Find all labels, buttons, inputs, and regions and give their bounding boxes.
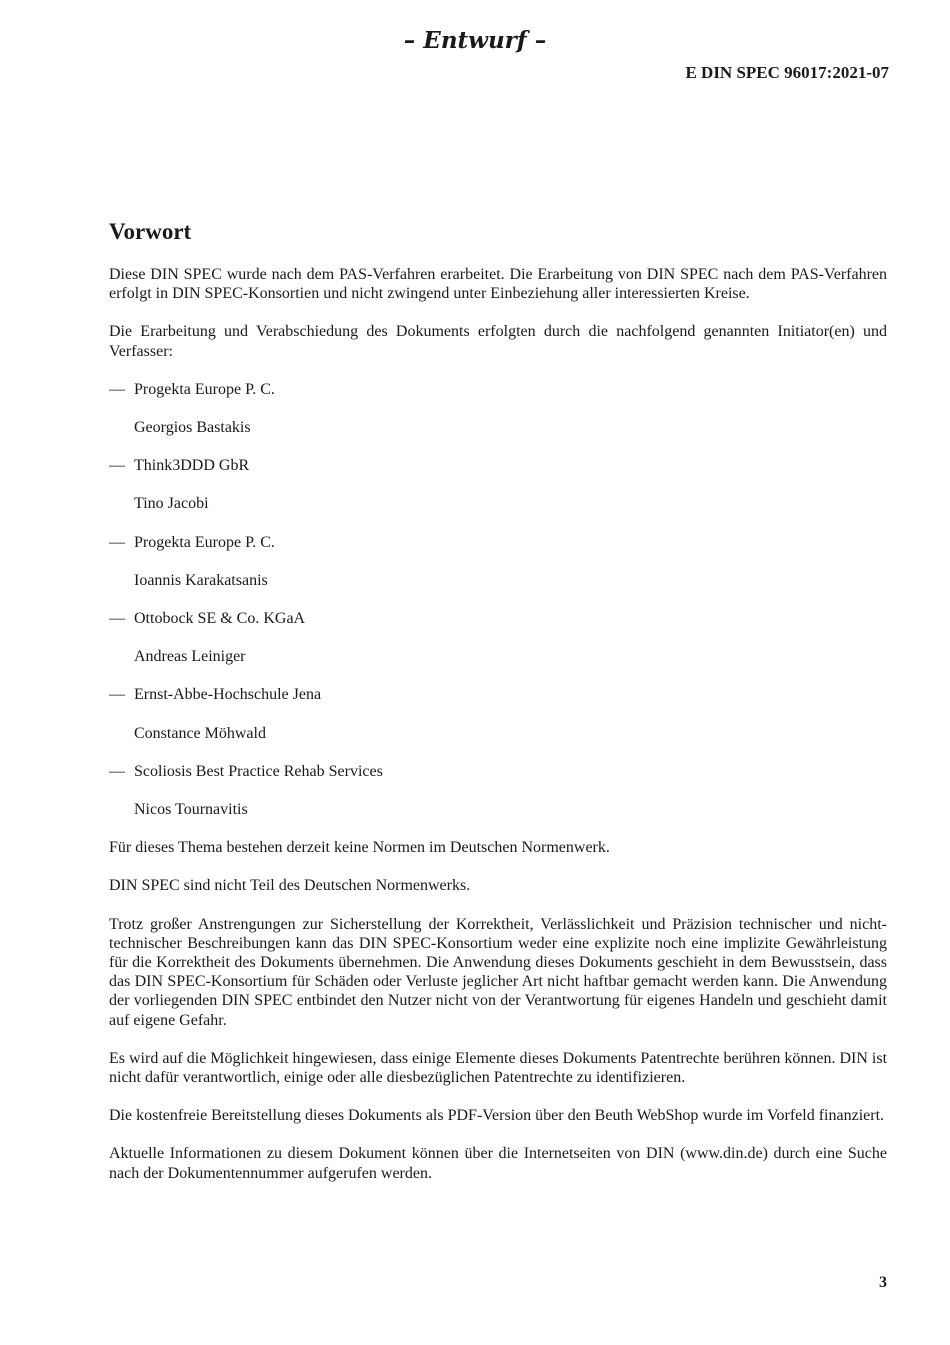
list-dash: — <box>109 762 125 780</box>
list-item <box>109 533 887 590</box>
body-paragraph: Es wird auf die Möglichkeit hingewiesen, dass einige Elemente dieses Dokuments Patentrechte berühren können. DIN ist nicht dafür verantwortlich, einige oder alle diesbezüglichen Patentrechte zu identifizieren. <box>109 1049 888 1087</box>
document-id: E DIN SPEC 96017:2021-07 <box>685 63 889 82</box>
draft-banner: – Entwurf – <box>403 27 547 54</box>
intro-paragraph: Diese DIN SPEC wurde nach dem PAS-Verfahren erarbeitet. Die Erarbeitung von DIN SPEC nach dem PAS-Verfahren erfolgt in DIN SPEC-Konsortien und nicht zwingend unter Einbeziehung aller interessierten Kreise. <box>109 266 887 303</box>
intro-paragraph: Die Erarbeitung und Verabschiedung des Dokuments erfolgten durch die nachfolgend genannten Initiator(en) und Verfasser: <box>109 323 887 360</box>
list-item <box>109 380 887 437</box>
list-dash: — <box>109 686 125 704</box>
contributor-organization: Progekta Europe P. C. <box>134 533 275 551</box>
body-paragraph: Für dieses Thema bestehen derzeit keine Normen im Deutschen Normenwerk. <box>109 839 610 857</box>
list-dash: — <box>109 610 125 628</box>
contributor-person: Tino Jacobi <box>134 495 209 513</box>
list-dash: — <box>109 380 125 398</box>
contributor-organization: Scoliosis Best Practice Rehab Services <box>134 762 383 780</box>
contributor-organization: Progekta Europe P. C. <box>134 380 275 398</box>
list-dash: — <box>109 457 125 475</box>
list-item <box>109 456 887 513</box>
body-paragraph: DIN SPEC sind nicht Teil des Deutschen Normenwerks. <box>109 877 471 895</box>
list-item <box>109 762 887 819</box>
contributor-person: Andreas Leiniger <box>134 648 246 666</box>
body-paragraph: Aktuelle Informationen zu diesem Dokument können über die Internetseiten von DIN (www.din.de) durch eine Suche nach der Dokumentennummer aufgerufen werden. <box>109 1145 887 1182</box>
contributor-organization: Ottobock SE & Co. KGaA <box>134 610 306 628</box>
contributor-list <box>109 380 887 819</box>
contributor-person: Ioannis Karakatsanis <box>134 571 268 589</box>
contributor-organization: Ernst-Abbe-Hochschule Jena <box>134 686 322 704</box>
list-dash: — <box>109 533 125 551</box>
section-title: Vorwort <box>109 219 192 244</box>
list-item <box>109 609 887 666</box>
page-content <box>109 218 887 1202</box>
page-number: 3 <box>879 1274 887 1291</box>
contributor-organization: Think3DDD GbR <box>134 457 250 475</box>
contributor-person: Constance Möhwald <box>134 724 266 742</box>
contributor-person: Nicos Tournavitis <box>134 801 248 819</box>
contributor-person: Georgios Bastakis <box>134 419 251 437</box>
list-item <box>109 685 887 742</box>
body-paragraph: Die kostenfreie Bereitstellung dieses Dokuments als PDF-Version über den Beuth WebShop wurde im Vorfeld finanziert. <box>109 1107 885 1125</box>
body-paragraph: Trotz großer Anstrengungen zur Sicherstellung der Korrektheit, Verlässlichkeit und Präzision technischer und nicht-technischer Beschreibungen kann das DIN SPEC-Konsortium weder eine explizite noch eine implizite Gewährleistung für die Korrektheit des Dokuments übernehmen. Die Anwendung dieses Dokuments geschieht in dem Bewusstsein, dass das DIN SPEC-Konsortium für Schäden oder Verluste jeglicher Art nicht haftbar gemacht werden kann. Die Anwendung der vorliegenden DIN SPEC entbindet den Nutzer nicht von der Verantwortung für eigenes Handeln und geschieht damit auf eigene Gefahr. <box>109 915 887 1029</box>
